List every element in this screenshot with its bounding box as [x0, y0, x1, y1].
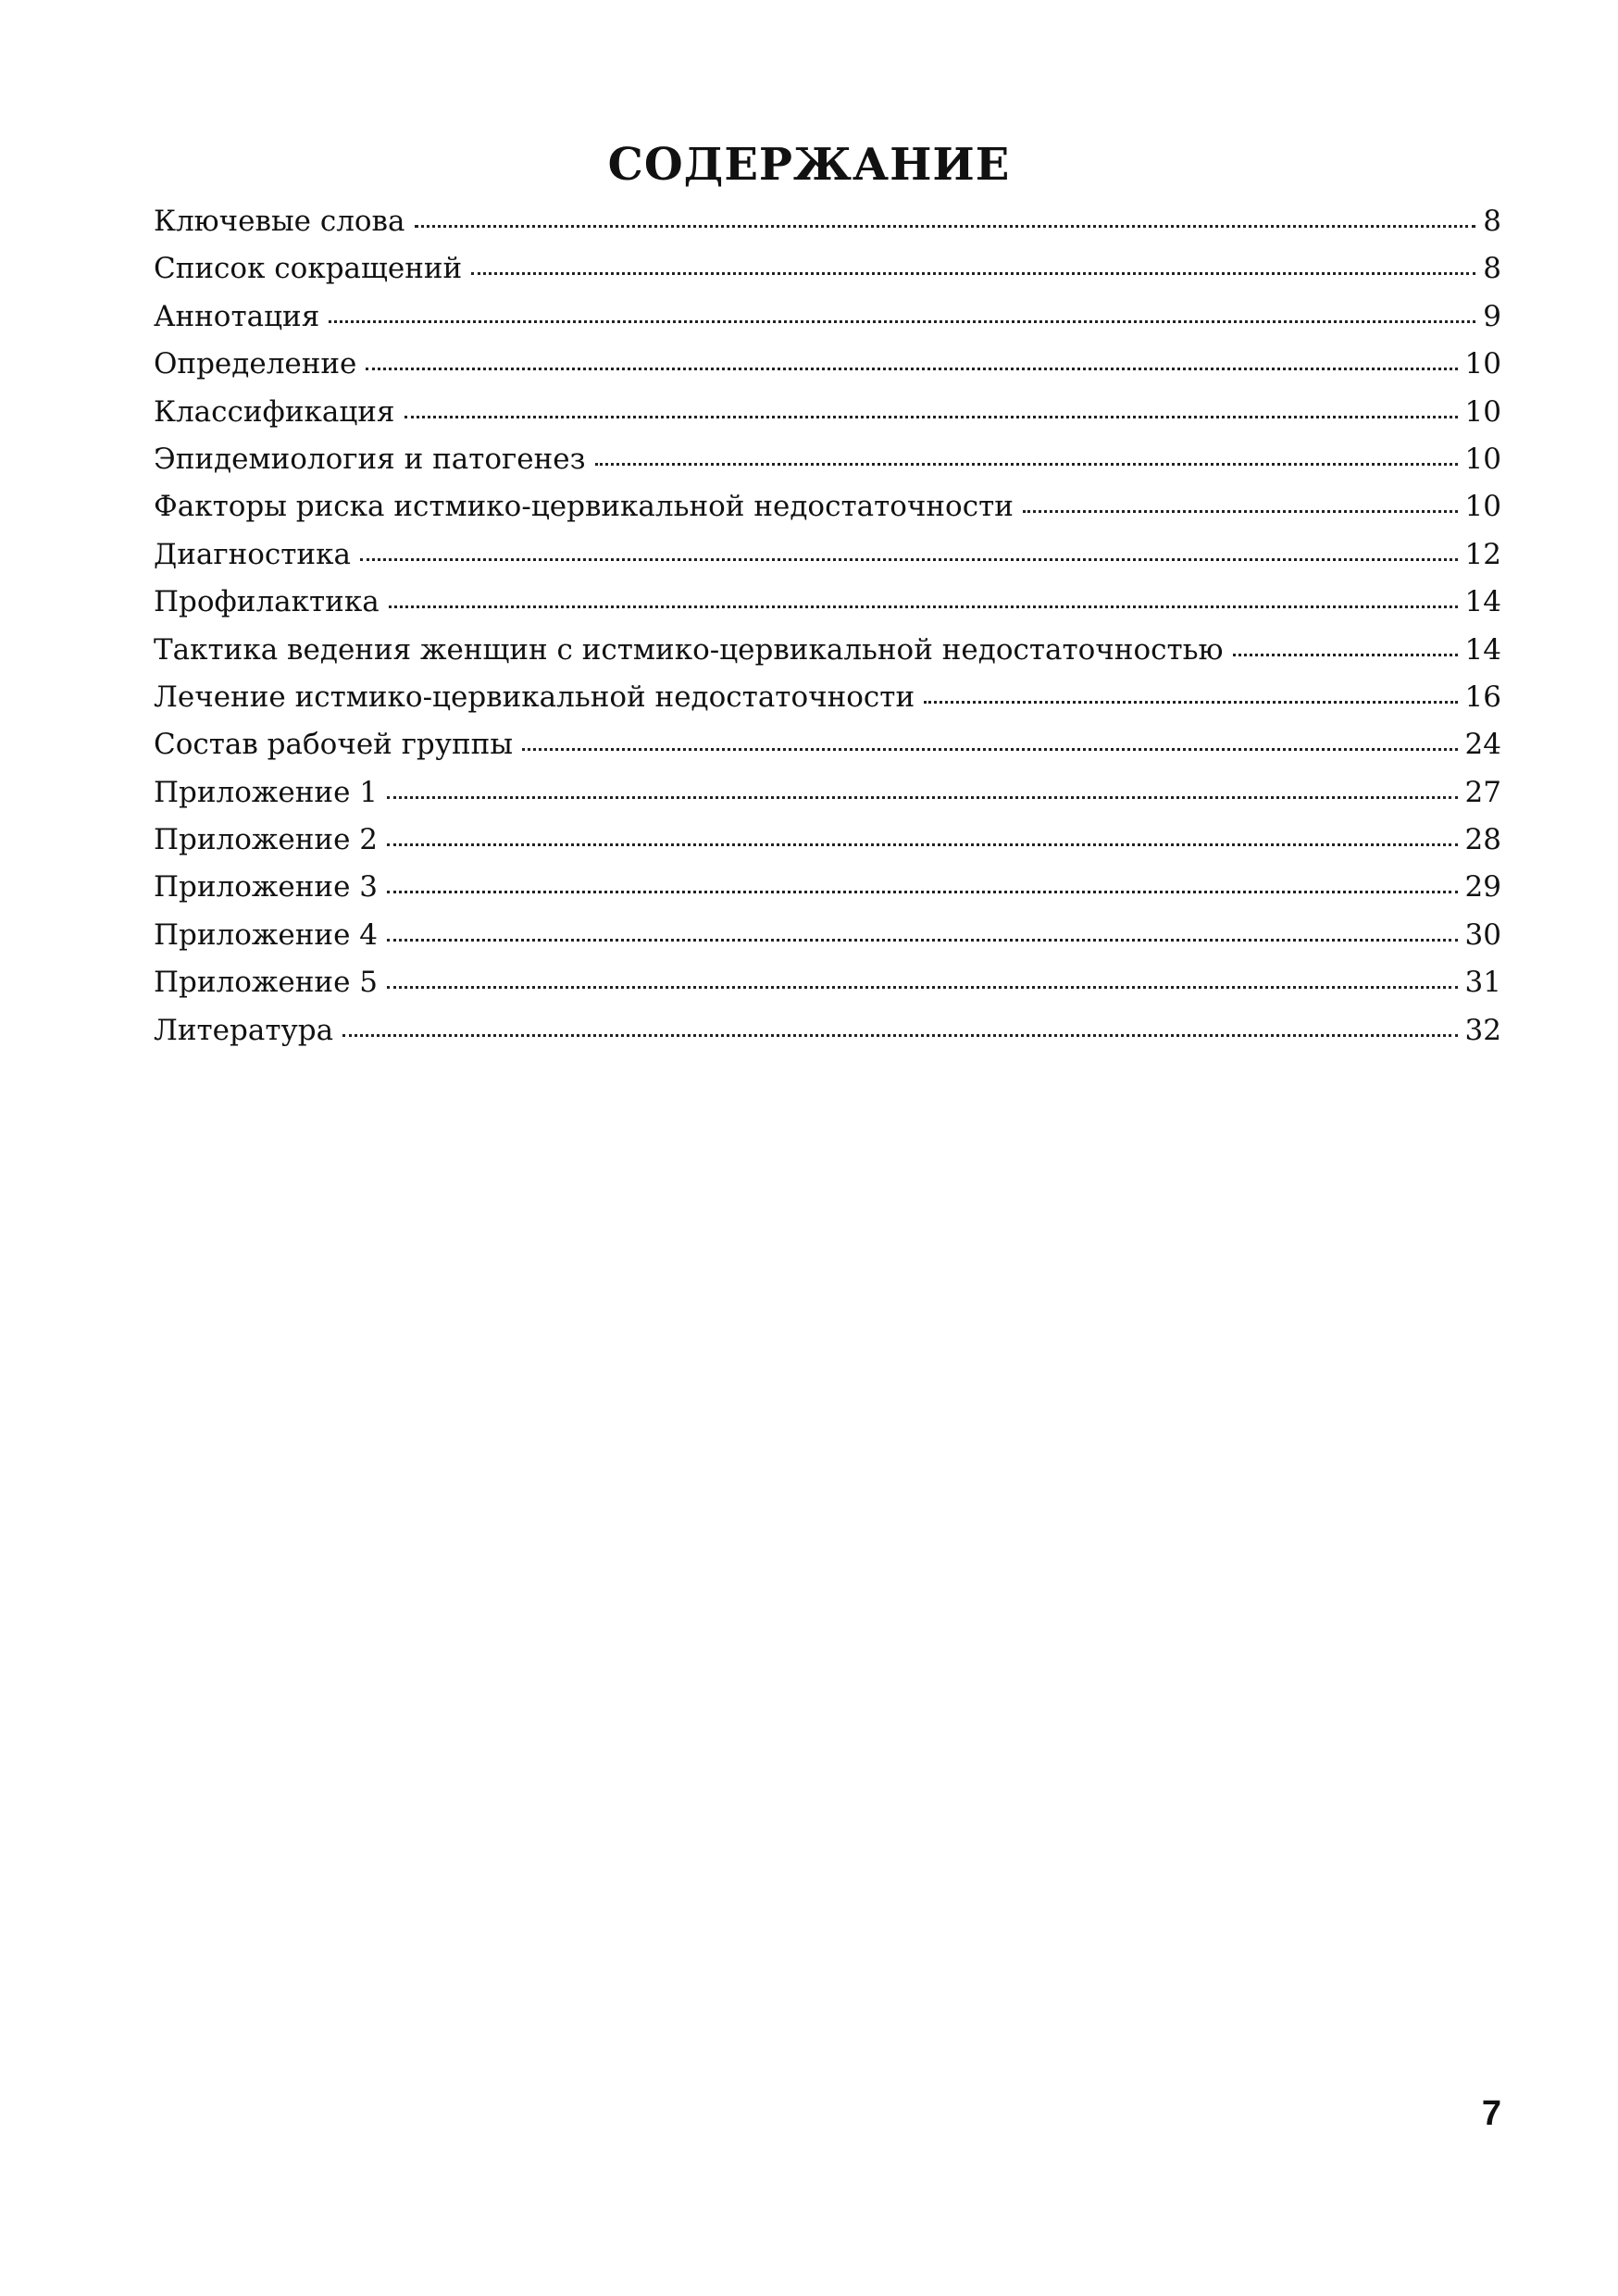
dot-leader [387, 985, 1458, 989]
dot-leader [387, 938, 1458, 942]
toc-entry-page: 10 [1464, 347, 1501, 381]
toc-entry-label: Литература [154, 1013, 334, 1047]
dot-leader [595, 462, 1458, 466]
dot-leader [366, 367, 1457, 370]
dot-leader [522, 747, 1458, 751]
toc-entry-page: 31 [1464, 966, 1501, 1000]
toc-entry-label: Определение [154, 347, 357, 381]
toc-entry-page: 24 [1464, 728, 1501, 762]
toc-entry-label: Приложение 4 [154, 917, 379, 952]
toc-entry-page: 8 [1483, 252, 1501, 286]
dot-leader [404, 415, 1458, 418]
toc-entry-label: Список сокращений [154, 252, 463, 286]
toc-entry-label: Факторы риска истмико-цервикальной недостаточности [154, 490, 1014, 524]
table-of-contents [154, 198, 1501, 1054]
dot-leader [387, 890, 1458, 893]
page-number: 7 [1481, 2094, 1501, 2133]
toc-entry[interactable] [154, 531, 1501, 579]
toc-entry[interactable] [154, 817, 1501, 864]
dot-leader [1023, 509, 1458, 513]
toc-entry-label: Классификация [154, 394, 395, 429]
dot-leader [471, 271, 1475, 275]
toc-entry-page: 30 [1464, 917, 1501, 952]
toc-entry[interactable] [154, 864, 1501, 911]
dot-leader [389, 605, 1458, 608]
toc-entry[interactable] [154, 198, 1501, 245]
toc-entry-page: 9 [1483, 299, 1501, 333]
toc-entry-label: Лечение истмико-цервикальной недостаточности [154, 680, 915, 714]
toc-entry[interactable] [154, 293, 1501, 341]
toc-entry[interactable] [154, 436, 1501, 483]
toc-entry-label: Аннотация [154, 299, 320, 333]
dot-leader [387, 842, 1458, 846]
toc-entry[interactable] [154, 627, 1501, 674]
toc-entry-page: 10 [1464, 442, 1501, 476]
toc-entry-label: Тактика ведения женщин с истмико-цервикальной недостаточностью [154, 632, 1224, 667]
toc-entry-label: Ключевые слова [154, 205, 405, 238]
toc-entry-label: Приложение 5 [154, 966, 379, 1000]
toc-entry-page: 14 [1464, 632, 1501, 667]
toc-entry-label: Диагностика [154, 537, 351, 571]
dot-leader [924, 700, 1457, 704]
toc-entry-page: 10 [1464, 490, 1501, 524]
toc-entry-label: Эпидемиология и патогенез [154, 442, 586, 476]
toc-entry[interactable] [154, 579, 1501, 626]
toc-entry-page: 10 [1464, 394, 1501, 429]
dot-leader [329, 319, 1475, 323]
toc-entry-page: 16 [1464, 680, 1501, 714]
toc-entry[interactable] [154, 1007, 1501, 1054]
dot-leader [387, 795, 1458, 799]
toc-entry[interactable] [154, 245, 1501, 293]
toc-entry-label: Состав рабочей группы [154, 728, 514, 762]
dot-leader [415, 224, 1476, 228]
toc-entry-page: 12 [1464, 537, 1501, 571]
toc-entry[interactable] [154, 674, 1501, 721]
toc-entry-label: Приложение 3 [154, 870, 379, 905]
toc-entry-label: Профилактика [154, 585, 380, 619]
toc-entry-page: 32 [1464, 1013, 1501, 1047]
toc-entry[interactable] [154, 483, 1501, 530]
dot-leader [360, 557, 1458, 561]
toc-entry-label: Приложение 2 [154, 823, 379, 857]
toc-entry-page: 27 [1464, 775, 1501, 809]
toc-entry[interactable] [154, 389, 1501, 436]
toc-entry[interactable] [154, 912, 1501, 959]
dot-leader [1233, 653, 1458, 656]
toc-entry[interactable] [154, 721, 1501, 768]
toc-entry-page: 29 [1464, 870, 1501, 905]
page-title: СОДЕРЖАНИЕ [607, 139, 1011, 192]
dot-leader [342, 1033, 1457, 1037]
toc-entry-page: 8 [1483, 205, 1501, 238]
toc-entry-label: Приложение 1 [154, 775, 379, 809]
toc-entry[interactable] [154, 769, 1501, 817]
toc-entry-page: 28 [1464, 823, 1501, 857]
toc-entry-page: 14 [1464, 585, 1501, 619]
toc-entry[interactable] [154, 341, 1501, 388]
toc-entry[interactable] [154, 959, 1501, 1006]
